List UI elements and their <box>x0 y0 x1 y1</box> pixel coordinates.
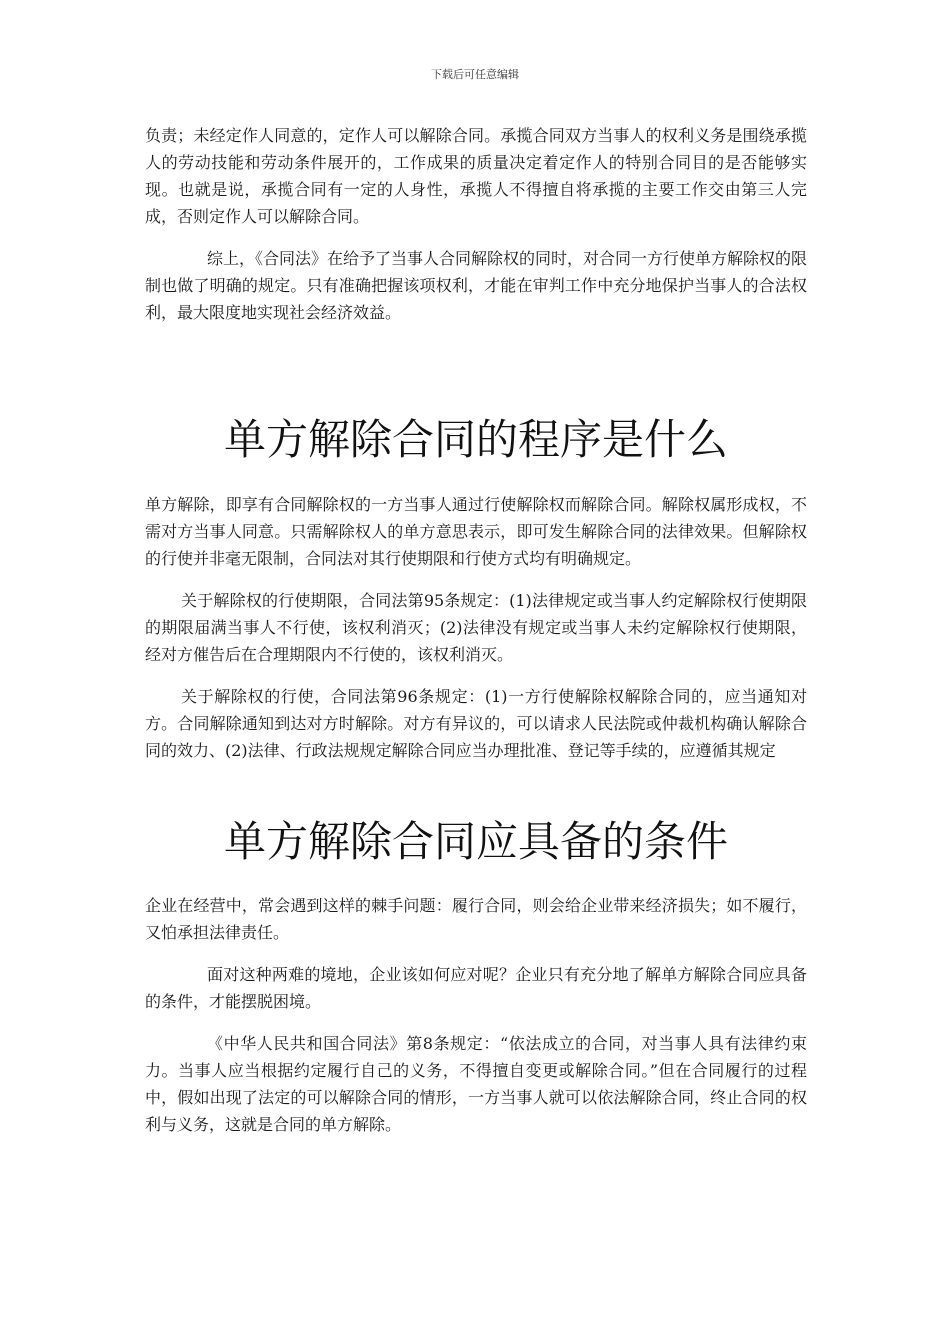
paragraph: 综上，《合同法》在给予了当事人合同解除权的同时，对合同一方行使单方解除权的限制也做了明确的规定。只有准确把握该项权利，才能在审判工作中充分地保护当事人的合法权利，最大限度地实现社会经济效益。 <box>145 249 808 322</box>
paragraph: 《中华人民共和国合同法》第8条规定：“依法成立的合同，对当事人具有法律约束力。当事人应当根据约定履行自己的义务，不得擅自变更或解除合同。”但在合同履行的过程中，假如出现了法定的可以解除合同的情形，一方当事人就可以依法解除合同，终止合同的权利与义务，这就是合同的单方解除。 <box>145 1034 807 1134</box>
paragraph: 负责；未经定作人同意的，定作人可以解除合同。承揽合同双方当事人的权利义务是围绕承揽人的劳动技能和劳动条件展开的，工作成果的质量决定着定作人的特别合同目的是否能够实现。也就是说，承揽合同有一定的人身性，承揽人不得擅自将承揽的主要工作交由第三人完成，否则定作人可以解除合同。 <box>145 126 807 226</box>
paragraph: 关于解除权的行使，合同法第96条规定：(1)一方行使解除权解除合同的，应当通知对方。合同解除通知到达对方时解除。对方有异议的，可以请求人民法院或仲裁机构确认解除合同的效力、(2)法律、行政法规规定解除合同应当办理批准、登记等手续的，应遵循其规定 <box>145 687 807 760</box>
paragraph: 企业在经营中，常会遇到这样的棘手问题：履行合同，则会给企业带来经济损失；如不履行，又怕承担法律责任。 <box>145 896 807 942</box>
paragraph: 关于解除权的行使期限，合同法第95条规定：(1)法律规定或当事人约定解除权行使期限的期限届满当事人不行使，该权利消灭；(2)法律没有规定或当事人未约定解除权行使期限，经对方催告后在合理期限内不行使的，该权利消灭。 <box>145 591 807 664</box>
paragraph: 面对这种两难的境地，企业该如何应对呢？企业只有充分地了解单方解除合同应具备的条件，才能摆脱困境。 <box>145 965 807 1011</box>
paragraph: 单方解除，即享有合同解除权的一方当事人通过行使解除权而解除合同。解除权属形成权，不需对方当事人同意。只需解除权人的单方意思表示，即可发生解除合同的法律效果。但解除权的行使并非毫无限制，合同法对其行使期限和行使方式均有明确规定。 <box>145 495 807 568</box>
page-header: 下载后可任意编辑 <box>431 68 519 81</box>
document-body <box>145 122 807 1153</box>
section-heading: 单方解除合同的程序是什么 <box>223 415 728 464</box>
section-heading: 单方解除合同应具备的条件 <box>223 817 728 866</box>
